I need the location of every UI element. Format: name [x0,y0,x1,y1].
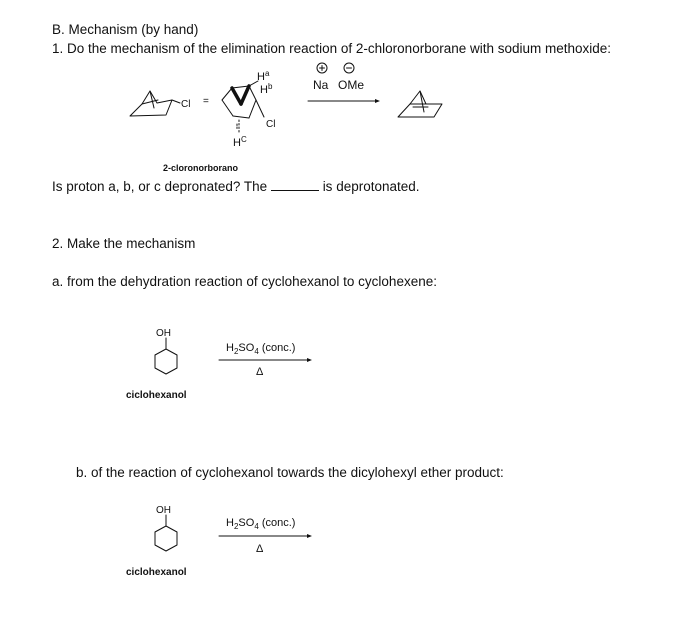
cyclohexanol-structure-a [155,338,177,374]
proton-b-label: $H^b$ [260,82,273,96]
question-2: 2. Make the mechanism [52,236,196,251]
chlorine-label-center: Cl [266,119,276,130]
sentence-end: is deprotonated. [322,179,420,194]
cyclohexanol-label-b: ciclohexanol [126,567,187,578]
compound-label-2-chloronorbornane: 2-cloronorborano [163,163,239,173]
norbornane-skeleton-left [130,91,180,116]
norbornene-product [398,91,442,117]
reagent-h2so4-a: $H_2SO_4$ (conc.) [226,342,296,357]
question-2a: a. from the dehydration reaction of cyclohexanol to cyclohexene: [52,274,437,289]
equals-sign: = [203,96,209,107]
sodium-cation: Na [313,78,329,92]
section-heading: B. Mechanism (by hand) [52,22,199,37]
hydroxyl-label-b: OH [156,505,171,516]
norbornane-3d-center [222,81,264,132]
heat-symbol-a: Δ [256,366,264,378]
cyclohexanol-label-a: ciclohexanol [126,390,187,401]
question-2b: b. of the reaction of cyclohexanol towards the dicylohexyl ether product: [76,465,504,480]
proton-c-label: $H^C$ [233,135,247,149]
methoxide-anion: OMe [338,78,365,92]
proton-a-label: $H^a$ [257,69,270,83]
heat-symbol-b: Δ [256,543,264,555]
hydroxyl-label-a: OH [156,328,171,339]
chlorine-label-left: Cl [181,99,191,110]
cyclohexanol-structure-b [155,515,177,551]
sentence-start: Is proton a, b, or c depronated? The [52,179,268,194]
reagent-h2so4-b: $H_2SO_4$ (conc.) [226,517,296,532]
question-1: 1. Do the mechanism of the elimination reaction of 2-chloronorborane with sodium methoxide: [52,41,612,56]
